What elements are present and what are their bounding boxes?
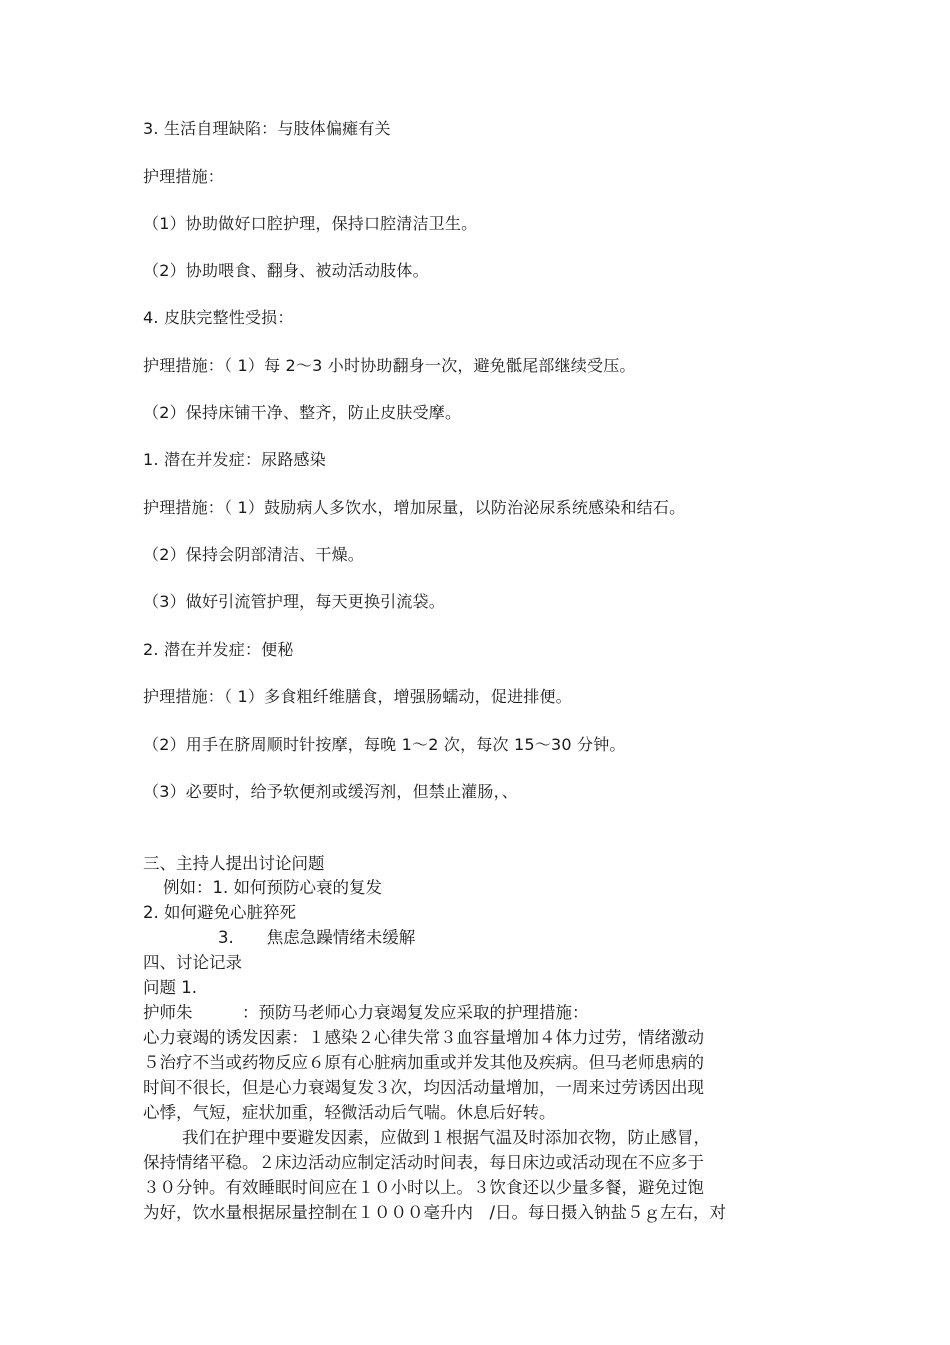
text-line: （2）协助喂食、翻身、被动活动肢体。: [143, 261, 429, 280]
section-heading: 四、讨论记录: [143, 953, 242, 972]
text-line: 3. 生活自理缺陷：与肢体偏瘫有关: [143, 119, 391, 138]
text-line: 保持情绪平稳。２床边活动应制定活动时间表，每日床边或活动现在不应多于: [143, 1153, 704, 1172]
text-line: 2. 潜在并发症：便秘: [143, 640, 294, 659]
section-heading: 三、主持人提出讨论问题: [143, 854, 325, 873]
text-line: （3）做好引流管护理，每天更换引流袋。: [143, 592, 445, 611]
text-line: 例如：1. 如何预防心衰的复发: [163, 878, 382, 897]
text-line: （2）保持床铺干净、整齐，防止皮肤受摩。: [143, 403, 462, 422]
text-line: 护理措施：: [143, 167, 225, 186]
text-line: （2）用手在脐周顺时针按摩，每晚 1～2 次，每次 15～30 分钟。: [143, 735, 626, 754]
text-line: 护师朱 ：预防马老师心力衰竭复发应采取的护理措施：: [143, 1003, 589, 1022]
text-line: 为好，饮水量根据尿量控制在１０００毫升内 /日。每日摄入钠盐５ｇ左右，对: [143, 1203, 727, 1222]
text-line: 1. 潜在并发症：尿路感染: [143, 450, 326, 469]
text-line: ３０分钟。有效睡眠时间应在１０小时以上。３饮食还以少量多餐，避免过饱: [143, 1178, 704, 1197]
text-line: 4. 皮肤完整性受损：: [143, 308, 294, 327]
text-line: 护理措施：（ 1）每 2～3 小时协助翻身一次，避免骶尾部继续受压。: [143, 356, 636, 375]
text-line: （2）保持会阴部清洁、干燥。: [143, 545, 364, 564]
text-line: 护理措施：（ 1）鼓励病人多饮水，增加尿量，以防治泌尿系统感染和结石。: [143, 498, 686, 517]
text-line: （1）协助做好口腔护理，保持口腔清洁卫生。: [143, 214, 478, 233]
text-line: 护理措施：（ 1）多食粗纤维膳食，增强肠蠕动，促进排便。: [143, 687, 572, 706]
text-line: （3）必要时，给予软便剂或缓泻剂，但禁止灌肠，、: [143, 782, 518, 801]
text-line: 2. 如何避免心脏猝死: [143, 903, 296, 922]
text-line: 心力衰竭的诱发因素：１感染２心律失常３血容量增加４体力过劳，情绪激动: [143, 1028, 704, 1047]
text-line: ５治疗不当或药物反应６原有心脏病加重或并发其他及疾病。但马老师患病的: [143, 1053, 704, 1072]
text-line: 时间不很长，但是心力衰竭复发３次，均因活动量增加，一周来过劳诱因出现: [143, 1078, 704, 1097]
text-line: 心悸，气短，症状加重，轻微活动后气喘。休息后好转。: [143, 1103, 556, 1122]
text-line: 问题 1.: [143, 978, 197, 997]
text-line: 3. 焦虑急躁情绪未缓解: [218, 928, 416, 947]
text-line: 我们在护理中要避发因素，应做到１根据气温及时添加衣物，防止感冒，: [182, 1128, 710, 1147]
